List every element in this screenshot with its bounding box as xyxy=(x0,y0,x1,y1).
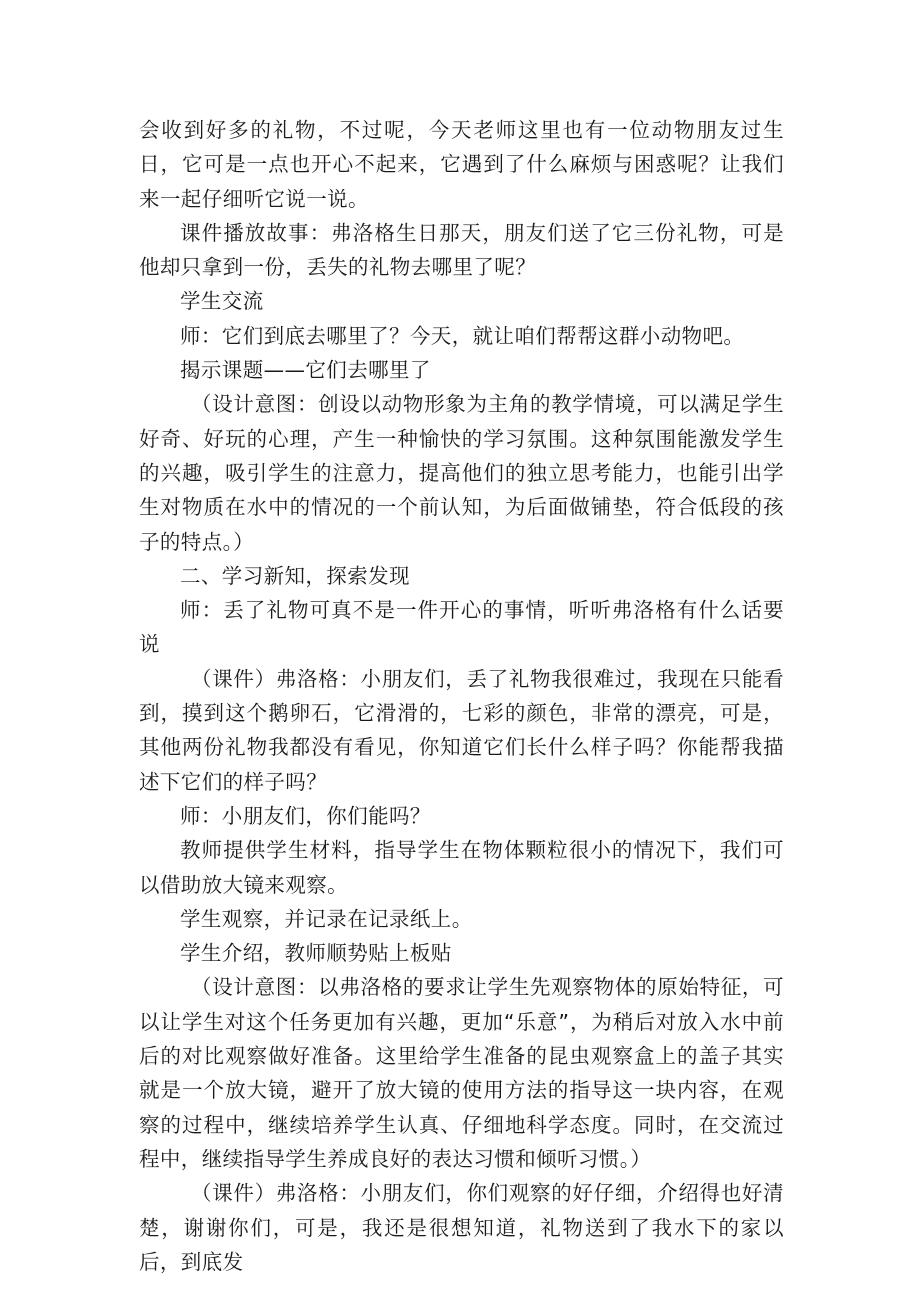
paragraph-teacher-materials: 教师提供学生材料，指导学生在物体颗粒很小的情况下，我们可以借助放大镜来观察。 xyxy=(139,838,784,897)
paragraph-student-exchange: 学生交流 xyxy=(180,289,264,314)
paragraph-student-introduce: 学生介绍，教师顺势贴上板贴 xyxy=(180,941,452,966)
paragraph-teacher-question: 师：它们到底去哪里了？今天，就让咱们帮帮这群小动物吧。 xyxy=(180,323,745,348)
paragraph-design-intent-1: （设计意图：创设以动物形象为主角的教学情境，可以满足学生好奇、好玩的心理，产生一种愉快的学习氛围。这种氛围能激发学生的兴趣，吸引学生的注意力，提高他们的独立思考能力，也能引出学生对物质在水中的情况的一个前认知，为后面做铺垫，符合低段的孩子的特点。） xyxy=(139,392,784,554)
paragraph-student-observe: 学生观察，并记录在记录纸上。 xyxy=(180,906,473,931)
paragraph-teacher-listen: 师：丢了礼物可真不是一件开心的事情，听听弗洛格有什么话要说 xyxy=(139,598,784,657)
paragraph-reveal-topic: 揭示课题——它们去哪里了 xyxy=(180,358,431,383)
paragraph-frog-speech-1: （课件）弗洛格：小朋友们，丢了礼物我很难过，我现在只能看到，摸到这个鹅卵石，它滑滑的，七彩的颜色，非常的漂亮，可是，其他两份礼物我都没有看见，你知道它们长什么样子吗？你能帮我描述下它们的样子吗？ xyxy=(139,666,784,794)
paragraph-teacher-can-you: 师：小朋友们，你们能吗？ xyxy=(180,803,431,828)
paragraph-courseware-story: 课件播放故事：弗洛格生日那天，朋友们送了它三份礼物，可是他却只拿到一份，丢失的礼物去哪里了呢？ xyxy=(139,220,784,280)
document-body xyxy=(139,113,784,1279)
paragraph-design-intent-2: （设计意图：以弗洛格的要求让学生先观察物体的原始特征，可以让学生对这个任务更加有兴趣，更加“乐意”，为稍后对放入水中前后的对比观察做好准备。这里给学生准备的昆虫观察盒上的盖子其实就是一个放大镜，避开了放大镜的使用方法的指导这一块内容，在观察的过程中，继续培养学生认真、仔细地科学态度。同时，在交流过程中，继续指导学生养成良好的表达习惯和倾听习惯。） xyxy=(139,975,784,1171)
paragraph-frog-speech-2: （课件）弗洛格：小朋友们，你们观察的好仔细，介绍得也好清楚，谢谢你们，可是，我还是很想知道，礼物送到了我水下的家以后，到底发 xyxy=(139,1181,784,1274)
paragraph-continuation: 会收到好多的礼物，不过呢，今天老师这里也有一位动物朋友过生日，它可是一点也开心不起来，它遇到了什么麻烦与困惑呢？让我们来一起仔细听它说一说。 xyxy=(139,118,784,211)
section-heading-new-knowledge: 二、学习新知，探索发现 xyxy=(180,563,410,588)
